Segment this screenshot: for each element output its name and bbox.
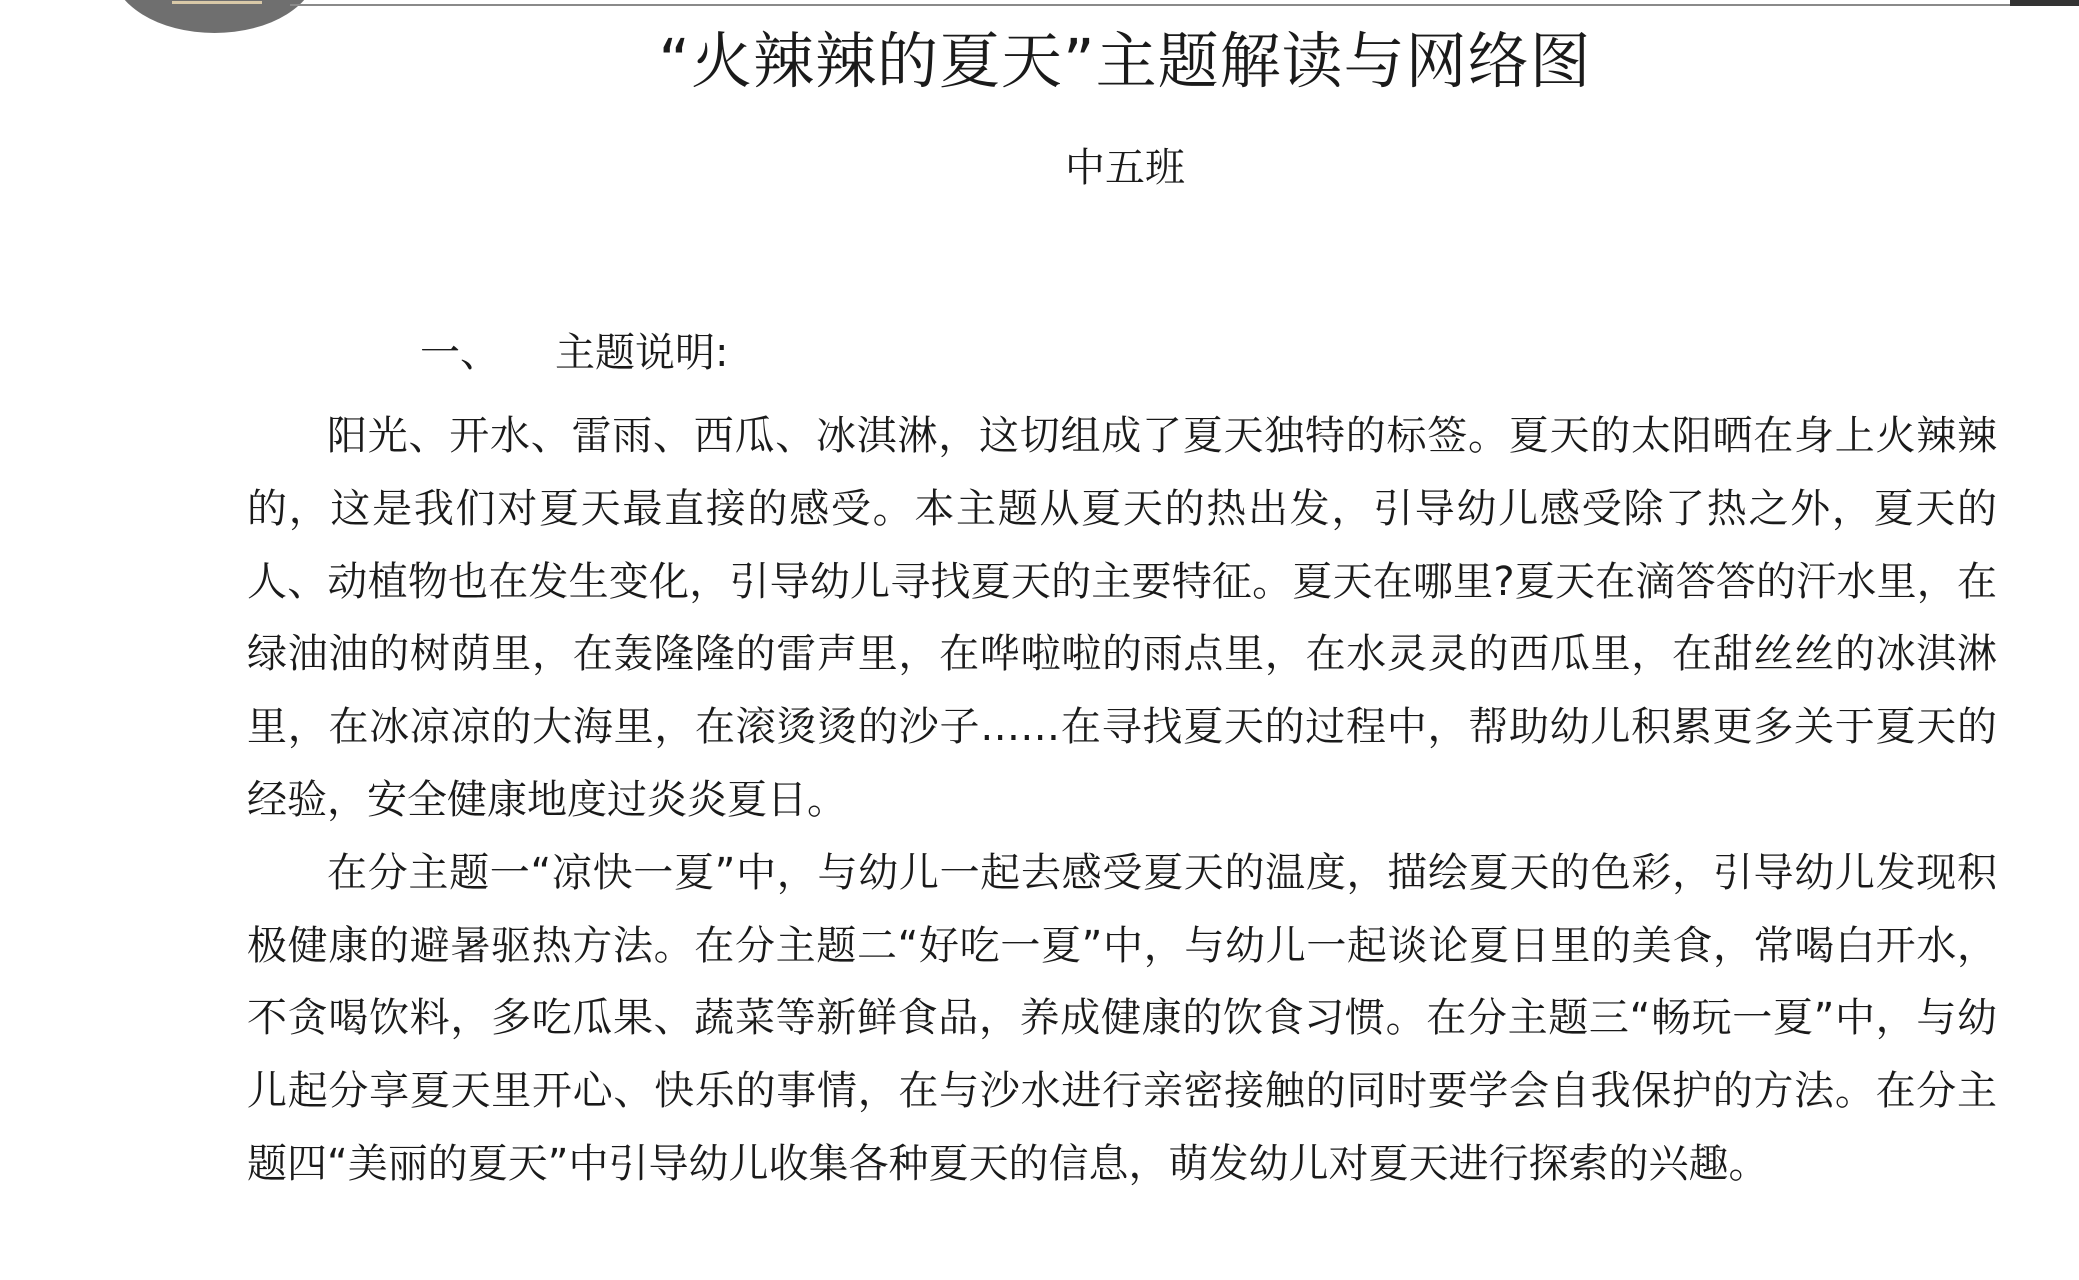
paragraph-1: 阳光、开水、雷雨、西瓜、冰淇淋，这切组成了夏天独特的标签。夏天的太阳晒在身上火辣辣的，这是我们对夏天最直接的感受。本主题从夏天的热出发，引导幼儿感受除了热之外，夏天的人、动植物也在发生变化，引导幼儿寻找夏天的主要特征。夏天在哪里?夏天在滴答答的汗水里，在绿油油的树荫里，在轰隆隆的雷声里，在哗啦啦的雨点里，在水灵灵的西瓜里，在甜丝丝的冰淇淋里，在冰凉凉的大海里，在滚烫烫的沙子……在寻找夏天的过程中，帮助幼儿积累更多关于夏天的经验，安全健康地度过炎炎夏日。 bbox=[247, 413, 1997, 823]
paragraph-2: 在分主题一“凉快一夏”中，与幼儿一起去感受夏天的温度，描绘夏天的色彩，引导幼儿发现积极健康的避暑驱热方法。在分主题二“好吃一夏”中，与幼儿一起谈论夏日里的美食，常喝白开水，不贪喝饮料，多吃瓜果、蔬菜等新鲜食品，养成健康的饮食习惯。在分主题三“畅玩一夏”中，与幼儿起分享夏天里开心、快乐的事情，在与沙水进行亲密接触的同时要学会自我保护的方法。在分主题四“美丽的夏天”中引导幼儿收集各种夏天的信息，萌发幼儿对夏天进行探索的兴趣。 bbox=[247, 849, 1997, 1187]
document-subtitle: 中五班 bbox=[1065, 145, 1185, 191]
top-border-line bbox=[290, 4, 2020, 6]
section-heading bbox=[420, 325, 728, 381]
document-body bbox=[247, 400, 1997, 1201]
section-number: 一、 bbox=[420, 330, 500, 376]
document-title: “火辣辣的夏天”主题解读与网络图 bbox=[658, 26, 1592, 97]
top-border-end bbox=[2010, 0, 2079, 6]
section-heading-text: 主题说明: bbox=[555, 330, 729, 376]
